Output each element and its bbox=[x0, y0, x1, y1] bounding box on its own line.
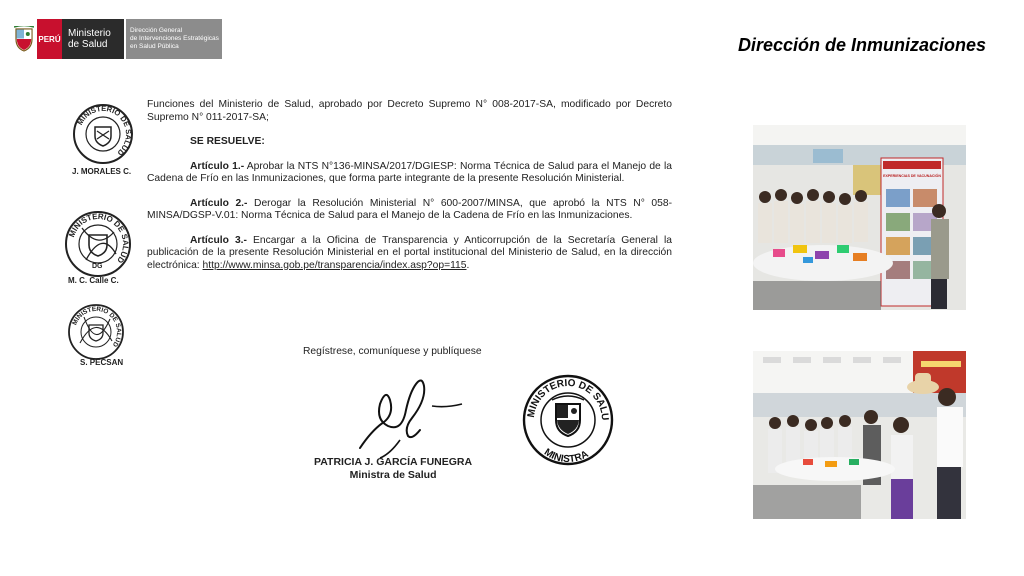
svg-text:MINISTERIO DE SALUD: MINISTERIO DE SALU bbox=[525, 377, 611, 421]
signer-block bbox=[314, 456, 472, 482]
minister-seal bbox=[516, 372, 620, 471]
svg-text:MINISTERIO DE SALUD: MINISTERIO DE SALUD bbox=[75, 103, 134, 158]
signer-role: Ministra de Salud bbox=[349, 469, 437, 481]
article-3: Artículo 3.- Encargar a la Oficina de Transparencia y Anticorrupción de la Secretaría General la publicación de la presente Resolución Ministerial en el portal institucional del Ministerio de Salud, en la dirección electrónica: http://www.minsa.gob.pe/transparencia/index.asp?op=115. bbox=[147, 234, 673, 271]
signer-name: PATRICIA J. GARCÍA FUNEGRA bbox=[314, 456, 473, 468]
banner-heading: EXPERIENCIAS DE VACUNACIÓN bbox=[883, 174, 941, 178]
svg-text:MINISTERIO DE SALUD: MINISTERIO DE SALUD bbox=[71, 305, 123, 348]
closing-formula: Regístrese, comuníquese y publíquese bbox=[303, 346, 482, 357]
svg-text:DG: DG bbox=[92, 263, 103, 270]
stamp-label: M. C. Calle C. bbox=[68, 276, 119, 285]
directorate-label: Dirección General de Intervenciones Estratégicas en Salud Pública bbox=[126, 19, 222, 59]
svg-text:MINISTRA: MINISTRA bbox=[542, 446, 591, 466]
stamp-pecsan bbox=[66, 303, 126, 366]
resolution-text bbox=[147, 99, 672, 272]
vaccination-fair-photo-1 bbox=[753, 125, 966, 310]
minsa-logo bbox=[13, 19, 222, 59]
stamp-label: J. MORALES C. bbox=[72, 167, 132, 176]
article-2: Artículo 2.- Derogar la Resolución Ministerial N° 600-2007/MINSA, que aprobó la NTS N° 058-MINSA/DGSP-V.01: Norma Técnica de Salud para el Manejo de la Cadena de Frío en las Inmunizaciones. bbox=[147, 197, 672, 221]
stamp-juridica bbox=[72, 103, 134, 176]
svg-text:MINISTERIO DE SALUD: MINISTERIO DE SALUD bbox=[67, 211, 131, 265]
resolution-heading: SE RESUELVE: bbox=[190, 136, 265, 147]
intro-paragraph: Funciones del Ministerio de Salud, aprobado por Decreto Supremo N° 008-2017-SA, modificado por Decreto Supremo N° 011-2017-SA; bbox=[147, 99, 672, 123]
coat-of-arms-icon bbox=[13, 19, 35, 59]
peru-label: PERÚ bbox=[37, 19, 62, 59]
transparency-link[interactable]: http://www.minsa.gob.pe/transparencia/index.asp?op=115 bbox=[202, 259, 467, 271]
stamp-dg bbox=[62, 210, 134, 283]
page-title: Dirección de Inmunizaciones bbox=[737, 35, 986, 55]
ministry-label: Ministerio de Salud bbox=[62, 19, 124, 59]
stamp-label: S. PECSAN bbox=[80, 358, 124, 367]
article-1: Artículo 1.- Aprobar la NTS N°136-MINSA/2017/DGIESP: Norma Técnica de Salud para el Manejo de la Cadena de Frío en las Inmunizaciones, que forma parte integrante de la presente Resolución Ministerial. bbox=[147, 160, 672, 184]
vaccination-fair-photo-2 bbox=[753, 351, 966, 519]
handwritten-signature bbox=[350, 370, 480, 465]
